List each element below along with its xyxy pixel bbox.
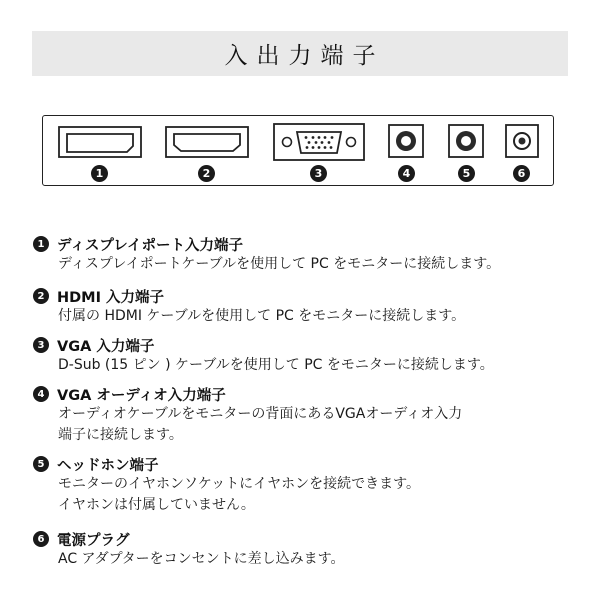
title-banner: [32, 31, 568, 76]
item-number: 4: [33, 386, 49, 402]
hdmi-port-icon: [165, 126, 249, 162]
item-number: 2: [33, 288, 49, 304]
port-number-3: 3: [310, 165, 327, 182]
list-item-vga: [33, 335, 494, 376]
headphone-jack-icon: [448, 124, 484, 162]
item-description: モニターのイヤホンソケットにイヤホンを接続できます。: [58, 476, 421, 492]
port-number-6: 6: [513, 165, 530, 182]
vga-port-icon: [273, 123, 365, 165]
item-number: 5: [33, 456, 49, 472]
item-title: 電源プラグ: [57, 532, 130, 549]
item-title: ディスプレイポート入力端子: [57, 237, 244, 254]
item-description: D-Sub (15 ピン ) ケーブルを使用して PC をモニターに接続します。: [58, 357, 494, 373]
port-number-5: 5: [458, 165, 475, 182]
item-description: 端子に接続します。: [58, 427, 183, 443]
port-panel: [42, 115, 554, 186]
item-title: HDMI 入力端子: [57, 289, 165, 306]
list-item-headphone: [33, 454, 420, 516]
power-jack-icon: [505, 124, 539, 162]
list-item-vga-audio: [33, 384, 462, 446]
item-description: ディスプレイポートケーブルを使用して PC をモニターに接続します。: [58, 256, 501, 272]
item-description: オーディオケーブルをモニターの背面にあるVGAオーディオ入力: [58, 406, 463, 422]
page-title: 入出力端子: [224, 43, 385, 69]
port-number-1: 1: [91, 165, 108, 182]
list-item-hdmi: [33, 286, 465, 327]
audio-jack-icon: [388, 124, 424, 162]
item-number: 3: [33, 337, 49, 353]
item-description: AC アダプターをコンセントに差し込みます。: [58, 551, 345, 567]
port-number-2: 2: [198, 165, 215, 182]
port-number-4: 4: [398, 165, 415, 182]
item-number: 1: [33, 236, 49, 252]
item-title: VGA オーディオ入力端子: [57, 387, 226, 404]
item-description: イヤホンは付属していません。: [58, 497, 255, 513]
item-number: 6: [33, 531, 49, 547]
item-title: ヘッドホン端子: [57, 457, 159, 474]
list-item-power: [33, 529, 344, 570]
item-description: 付属の HDMI ケーブルを使用して PC をモニターに接続します。: [58, 308, 466, 324]
list-item-displayport: [33, 234, 500, 275]
displayport-icon: [58, 126, 142, 162]
item-title: VGA 入力端子: [57, 338, 155, 355]
